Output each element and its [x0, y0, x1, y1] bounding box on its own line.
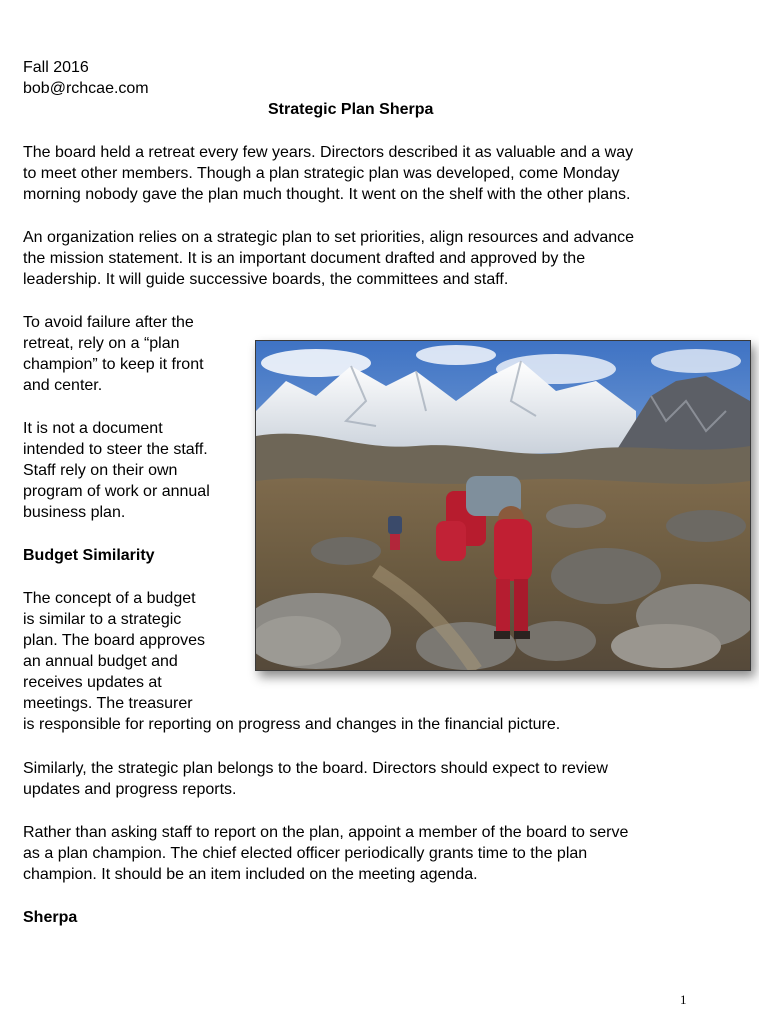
paragraph-line: is responsible for reporting on progress and changes in the financial picture. [23, 716, 561, 733]
paragraph-line: an annual budget and [23, 653, 178, 670]
paragraph-line: An organization relies on a strategic plan to set priorities, align resources and advance [23, 229, 635, 246]
paragraph-line: To avoid failure after the [23, 314, 194, 331]
paragraph-line: leadership. It will guide successive boards, the committees and staff. [23, 271, 509, 288]
paragraph-line: The board held a retreat every few years. Directors described it as valuable and a way [23, 144, 634, 161]
paragraph-line: Rather than asking staff to report on the plan, appoint a member of the board to serve [23, 824, 629, 841]
paragraph-line: program of work or annual [23, 483, 210, 500]
paragraph-line: Staff rely on their own [23, 462, 178, 479]
paragraph-line: retreat, rely on a “plan [23, 335, 180, 352]
paragraph-line: and center. [23, 377, 103, 394]
paragraph-line: is similar to a strategic [23, 611, 182, 628]
paragraph-line: receives updates at [23, 674, 162, 691]
paragraph-line: business plan. [23, 504, 126, 521]
paragraph-line: as a plan champion. The chief elected officer periodically grants time to the plan [23, 845, 588, 862]
paragraph-line: to meet other members. Though a plan strategic plan was developed, come Monday [23, 165, 620, 182]
paragraph-line: champion” to keep it front [23, 356, 204, 373]
document-date: Fall 2016 [23, 59, 89, 76]
paragraph-line: It is not a document [23, 420, 163, 437]
mountain-porter-photo [255, 340, 751, 671]
section-heading-budget: Budget Similarity [23, 547, 155, 564]
mountain-porter-illustration [256, 341, 750, 670]
paragraph-line: updates and progress reports. [23, 781, 237, 798]
paragraph-line: champion. It should be an item included on the meeting agenda. [23, 866, 478, 883]
paragraph-line: intended to steer the staff. [23, 441, 208, 458]
page-number: 1 [680, 992, 687, 1007]
page-title: Strategic Plan Sherpa [268, 101, 434, 118]
section-heading-sherpa: Sherpa [23, 909, 78, 926]
paragraph-line: The concept of a budget [23, 590, 196, 607]
paragraph-line: Similarly, the strategic plan belongs to the board. Directors should expect to review [23, 760, 608, 777]
paragraph-line: the mission statement. It is an important document drafted and approved by the [23, 250, 586, 267]
paragraph-line: plan. The board approves [23, 632, 206, 649]
paragraph-line: morning nobody gave the plan much thought. It went on the shelf with the other plans. [23, 186, 631, 203]
paragraph-line: meetings. The treasurer [23, 695, 193, 712]
author-email: bob@rchcae.com [23, 80, 149, 97]
